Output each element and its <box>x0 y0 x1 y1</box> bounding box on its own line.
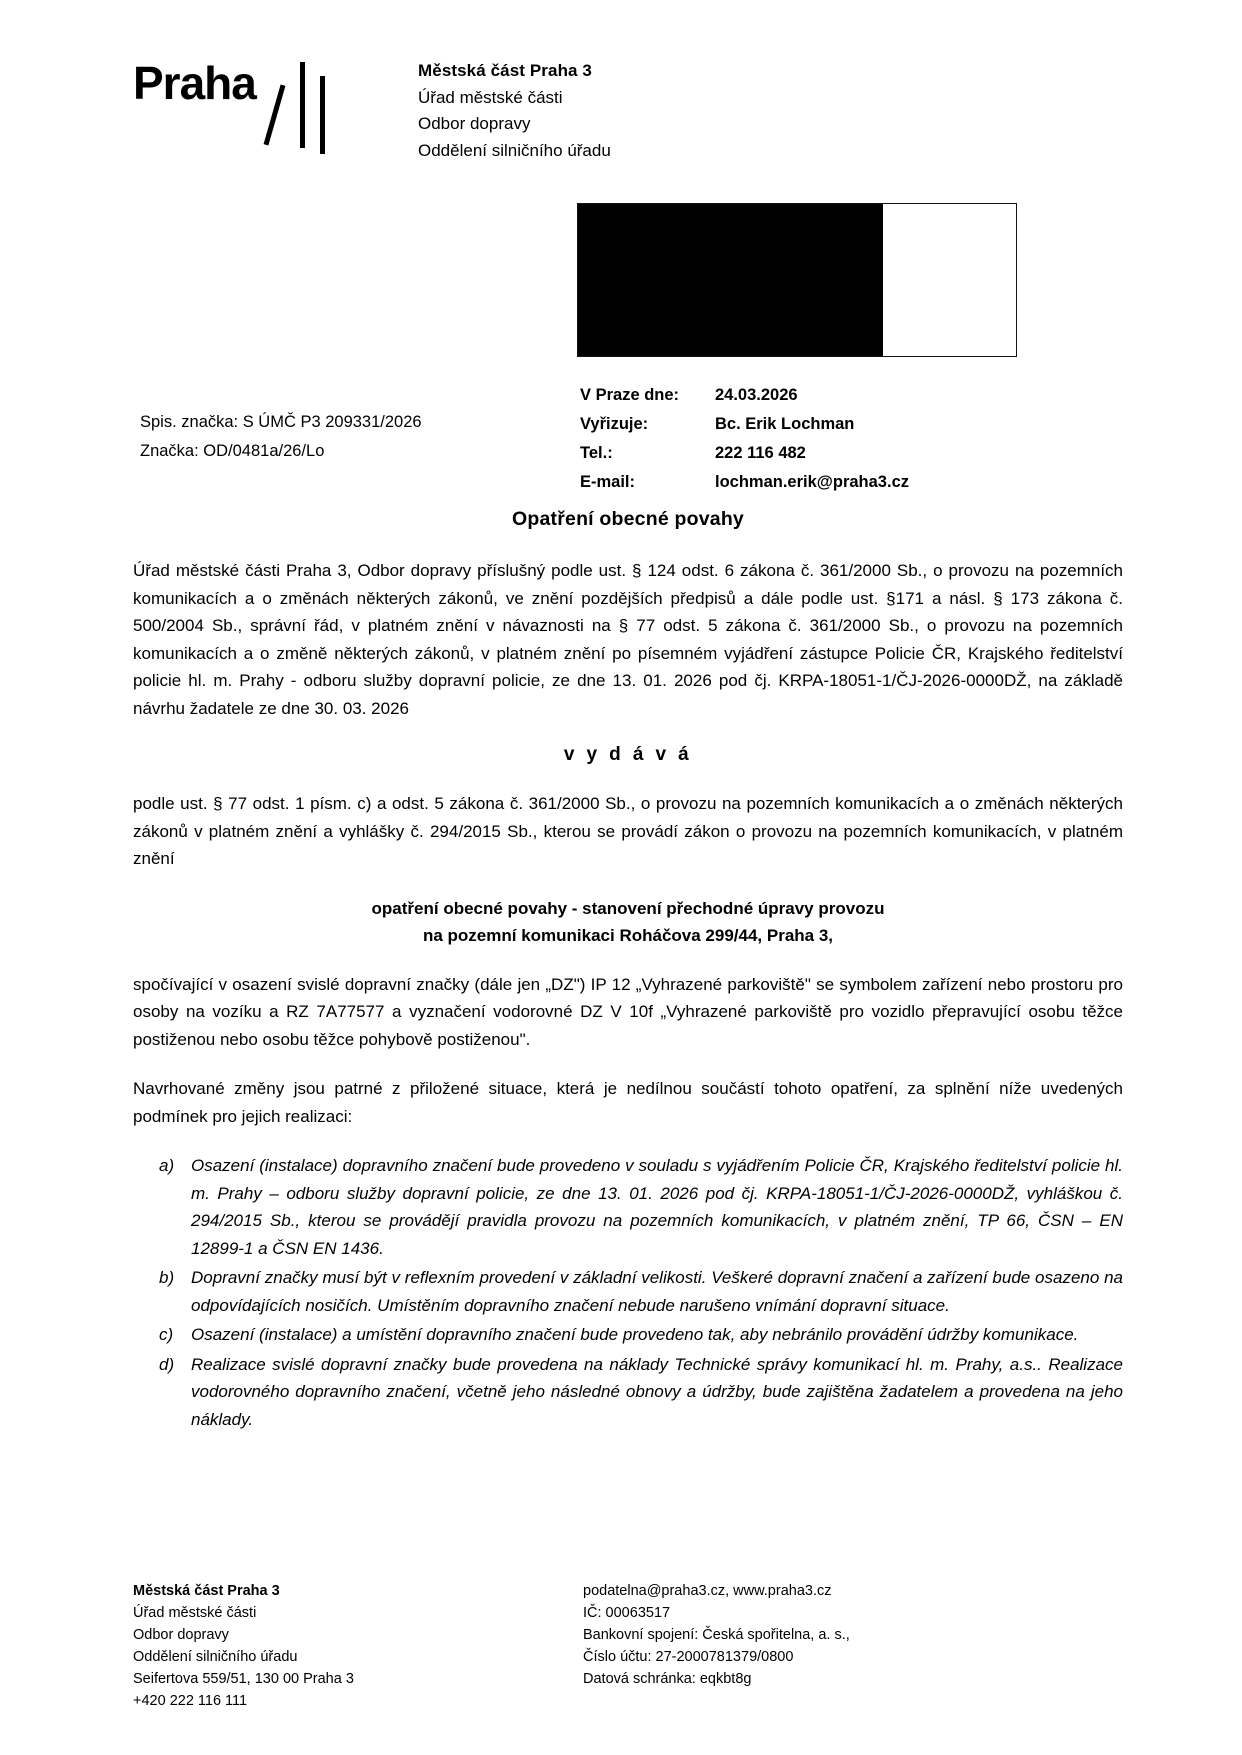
condition-marker-d: d) <box>159 1354 175 1374</box>
description-paragraph: spočívající v osazení svislé dopravní značky (dále jen „DZ") IP 12 „Vyhrazené parkoviště" se symbolem zařízení nebo prostoru pro osoby na vozíku a RZ 7A77577 a vyznačení vodorovné DZ V 10f „Vyhrazené parkoviště pro vozidlo přepravující osobu těžce postiženou nebo osobu těžce pohybově postiženou". <box>133 974 1123 1049</box>
reference-row-email <box>580 468 909 497</box>
reference-value-phone: 222 116 482 <box>715 444 806 462</box>
footer-account-number: Číslo účtu: 27-2000781379/0800 <box>583 1649 794 1665</box>
condition-item-c <box>159 1321 1123 1349</box>
praha-logo <box>133 56 336 152</box>
logo-bar-two-icon <box>320 76 325 154</box>
footer-email-web: podatelna@praha3.cz, www.praha3.cz <box>583 1583 832 1599</box>
reference-key-phone: Tel.: <box>580 444 613 462</box>
condition-item-b <box>159 1264 1123 1319</box>
page-footer <box>133 1580 1123 1712</box>
org-line-division: Oddělení silničního úřadu <box>418 140 611 160</box>
reference-value-email: lochman.erik@praha3.cz <box>715 473 909 491</box>
reference-row-date <box>580 381 909 410</box>
footer-contact-column <box>583 1580 1043 1712</box>
reference-right <box>580 381 909 497</box>
condition-marker-c: c) <box>159 1325 174 1344</box>
footer-street-address: Seifertova 559/51, 130 00 Praha 3 <box>133 1671 354 1687</box>
redaction-block <box>578 204 883 356</box>
footer-office: Úřad městské části <box>133 1605 257 1621</box>
org-line-office: Úřad městské části <box>418 87 563 107</box>
conditions-list <box>133 1152 1123 1433</box>
reference-row-officer <box>580 410 909 439</box>
condition-text-c: Osazení (instalace) a umístění dopravního značení bude provedeno tak, aby nebránilo provádění údržby komunikace. <box>191 1325 1079 1344</box>
footer-division: Oddělení silničního úřadu <box>133 1649 298 1665</box>
condition-text-d: Realizace svislé dopravní značky bude provedena na náklady Technické správy komunikací hl. m. Prahy, a.s.. Realizace vodorovného dopravního značení, včetně jeho následné obnovy a údržby, bude zajištěna žadatelem a provedena na jeho náklady. <box>191 1354 1123 1429</box>
reference-key-email: E-mail: <box>580 473 636 491</box>
organization-block <box>418 58 611 164</box>
reference-value-date: 24.03.2026 <box>715 386 798 404</box>
condition-text-b: Dopravní značky musí být v reflexním provedení v základní velikosti. Veškeré dopravní značení a zařízení bude osazeno na odpovídajících nosičích. Umístěním dopravního značení nebude narušeno vnímání dopravní situace. <box>191 1268 1123 1315</box>
condition-marker-b: b) <box>159 1268 175 1287</box>
intro-paragraph: Úřad městské části Praha 3, Odbor dopravy příslušný podle ust. § 124 odst. 6 zákona č. 361/2000 Sb., o provozu na pozemních komunikacích a o změnách některých zákonů, ve znění pozdějších předpisů a dále podle ust. §171 a násl. § 173 zákona č. 500/2004 Sb., správní řád, v platném znění v návaznosti na § 77 odst. 5 zákona č. 361/2000 Sb., o provozu na pozemních komunikacích a o změně některých zákonů, v platném znění po písemném vyjádření zástupce Policie ČR, Krajského ředitelství policie hl. m. Prahy - odboru služby dopravní policie, ze dne 13. 01. 2026 pod čj. KRPA-18051-1/ČJ-2026-0000DŽ, na základě návrhu žadatele ze dne 30. 03. 2026 <box>133 561 1123 718</box>
praha-logo-marks-icon <box>266 56 336 152</box>
measure-subtitle-line-2: na pozemní komunikaci Roháčova 299/44, Praha 3, <box>422 925 834 945</box>
footer-bank: Bankovní spojení: Česká spořitelna, a. s., <box>583 1627 850 1643</box>
reference-value-officer: Bc. Erik Lochman <box>715 415 855 433</box>
document-body <box>133 508 1123 1435</box>
condition-marker-a: a) <box>159 1156 175 1175</box>
reference-key-officer: Vyřizuje: <box>580 415 649 433</box>
logo-wordmark: Praha <box>133 57 256 109</box>
reference-left <box>140 408 422 466</box>
footer-data-box: Datová schránka: eqkbt8g <box>583 1671 752 1687</box>
recipient-address-window <box>577 203 1017 357</box>
footer-address-column <box>133 1580 583 1712</box>
logo-bar-one-icon <box>300 62 305 148</box>
measure-subtitle <box>133 895 1123 949</box>
org-line-municipality: Městská část Praha 3 <box>418 61 592 80</box>
footer-ico: IČ: 00063517 <box>583 1605 671 1621</box>
vydava-heading: v y d á v á <box>563 744 693 765</box>
footer-phone: +420 222 116 111 <box>133 1693 248 1709</box>
legal-basis-paragraph: podle ust. § 77 odst. 1 písm. c) a odst. 5 zákona č. 361/2000 Sb., o provozu na pozemních komunikacích a o změnách některých zákonů v platném znění a vyhlášky č. 294/2015 Sb., kterou se provádí zákon o provozu na pozemních komunikacích, v platném znění <box>133 794 1123 868</box>
org-line-department: Odbor dopravy <box>418 114 531 133</box>
footer-municipality: Městská část Praha 3 <box>133 1583 280 1599</box>
znacka-line: Značka: OD/0481a/26/Lo <box>140 442 325 460</box>
logo-slash-icon <box>263 85 285 146</box>
condition-text-a: Osazení (instalace) dopravního značení bude provedeno v souladu s vyjádřením Policie ČR, Krajského ředitelství policie hl. m. Prahy – odboru služby dopravní policie, ze dne 13. 01. 2026 pod čj. KRPA-18051-1/ČJ-2026-0000DŽ, vyhláškou č. 294/2015 Sb., kterou se provádějí pravidla provozu na pozemních komunikacích, v platném znění, TP 66, ČSN – EN 12899-1 a ČSN EN 1436. <box>191 1156 1123 1258</box>
spis-znacka-line: Spis. značka: S ÚMČ P3 209331/2026 <box>140 413 422 431</box>
reference-key-date: V Praze dne: <box>580 386 680 404</box>
letterhead <box>0 48 1242 158</box>
measure-subtitle-line-1: opatření obecné povahy - stanovení přechodné úpravy provozu <box>371 898 885 918</box>
condition-item-a <box>159 1152 1123 1262</box>
conditions-intro-paragraph: Navrhované změny jsou patrné z přiložené situace, která je nedílnou součástí tohoto opatření, za splnění níže uvedených podmínek pro jejich realizaci: <box>133 1079 1123 1126</box>
footer-department: Odbor dopravy <box>133 1627 229 1643</box>
reference-row-phone <box>580 439 909 468</box>
condition-item-d <box>159 1351 1123 1434</box>
page-title: Opatření obecné povahy <box>512 508 744 530</box>
